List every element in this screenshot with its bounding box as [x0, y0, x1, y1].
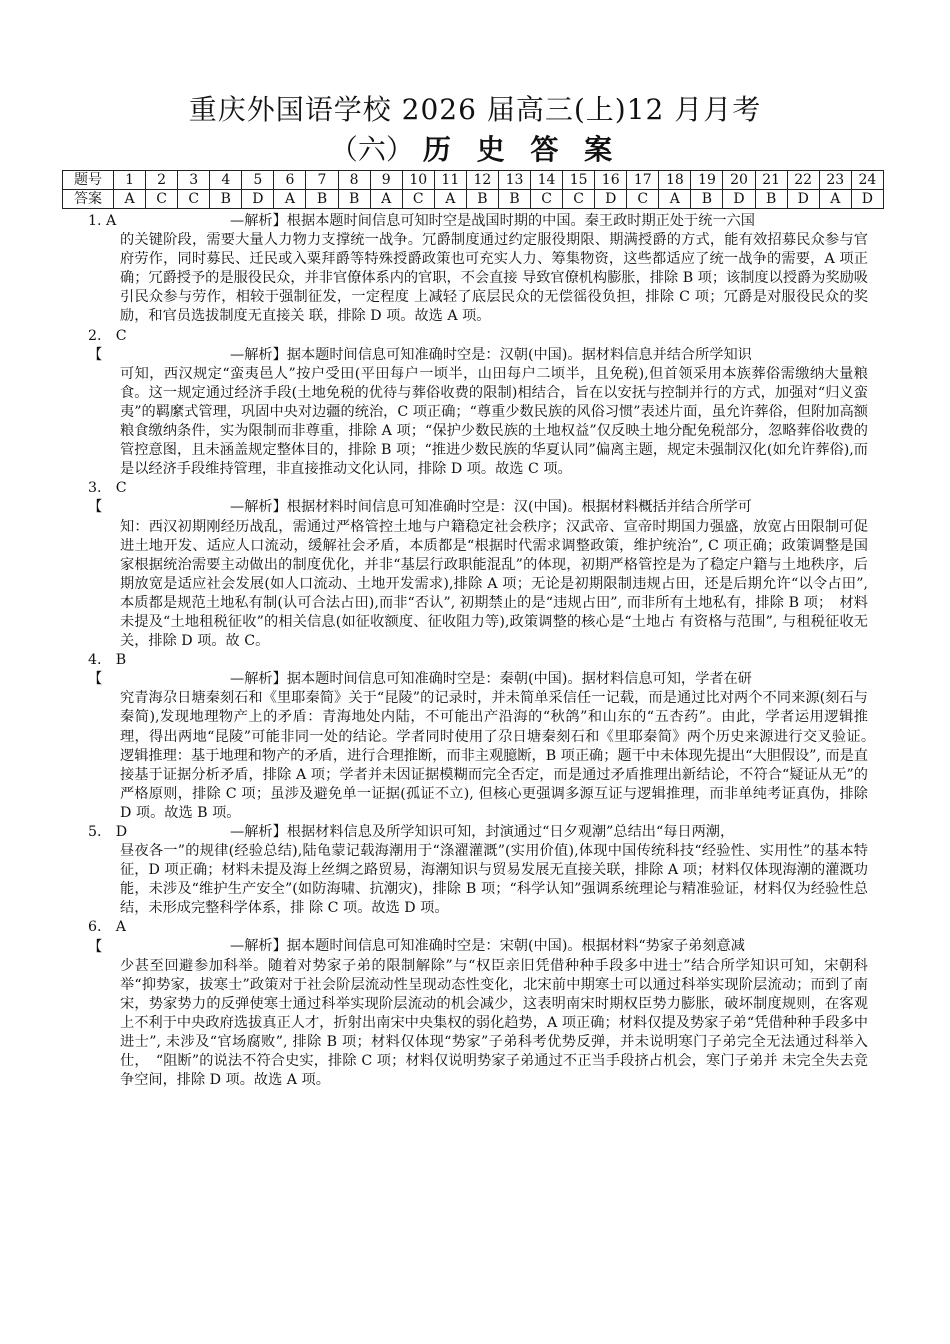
item-label: 6. A【 — [88, 919, 126, 955]
row-label-answer: 答案 — [63, 190, 114, 209]
title-prefix: （六） — [329, 133, 414, 166]
item-text: 可知，西汉规定“蛮夷邑人”按户受田(平田每户一顷半，山田每户二顷半，且免税),但首领采用本族葬俗需缴纳大量粮食。这一规定通过经济手段(土地免税的优待与葬俗收费的限制)相结合，旨在以安抚与控制并行的方式，加强对“归义蛮夷”的羁縻式管理，巩固中央对边疆的统治，C 项正确；“尊重少数民族的风俗习惯”表述片面，虽允许葬俗，但附加高额粮食缴纳条件，实为限制而非尊重，排除 A 项；“保护少数民族的土地权益”仅反映土地分配免税部分，忽略葬俗收费的管控意图，且未涵盖规定整体目的，排除 B 项；“推进少数民族的华夏认同”偏离主题，规定未强制汉化(如允许葬俗),而是以经济手段维持管理，非直接推动文化认同，排除 D 项。故选 C 项。 — [120, 365, 868, 478]
number-row — [63, 171, 884, 190]
item-label: 5. D — [88, 824, 128, 840]
explanations — [88, 212, 883, 1090]
question-number-cell: 18 — [659, 171, 691, 190]
item-first-line: 据本题时间信息可知准确时空是：宋朝(中国)。根据材料“势家子弟刻意减 — [286, 938, 745, 955]
answer-cell: B — [306, 190, 338, 209]
answer-cell: D — [851, 190, 883, 209]
exam-title: 重庆外国语学校 2026 届高三(上)12 月月考 — [188, 93, 762, 126]
explanation-item — [88, 327, 868, 480]
row-label-number: 题号 — [63, 171, 114, 190]
explanation-item — [88, 479, 868, 651]
answer-cell: D — [723, 190, 755, 209]
answer-cell: C — [531, 190, 563, 209]
explanation-item — [88, 651, 883, 823]
answer-cell: A — [659, 190, 691, 209]
item-label: 4. B【 — [88, 652, 127, 688]
item-tag: —解析】 — [230, 671, 287, 688]
question-number-cell: 9 — [370, 171, 402, 190]
answer-cell: A — [370, 190, 402, 209]
item-tag: —解析】 — [230, 213, 287, 229]
answer-cell: B — [210, 190, 242, 209]
question-number-cell: 11 — [434, 171, 466, 190]
answer-cell: C — [627, 190, 659, 209]
question-number-cell: 4 — [210, 171, 242, 190]
answer-cell: A — [434, 190, 466, 209]
answer-cell: B — [338, 190, 370, 209]
item-label: 1. A — [88, 213, 117, 229]
question-number-cell: 21 — [755, 171, 787, 190]
question-number-cell: 2 — [146, 171, 178, 190]
answer-row — [63, 190, 884, 209]
question-number-cell: 3 — [178, 171, 210, 190]
item-tag: —解析】 — [230, 346, 287, 363]
question-number-cell: 22 — [787, 171, 819, 190]
item-tag: —解析】 — [230, 824, 287, 840]
answer-cell: D — [787, 190, 819, 209]
item-first-line: 根据材料信息及所学知识可知，封演通过“日夕观潮”总结出“每日两潮， — [286, 824, 735, 840]
answer-cell: B — [466, 190, 498, 209]
question-number-cell: 5 — [242, 171, 274, 190]
explanation-item — [88, 918, 868, 1090]
answer-cell: C — [178, 190, 210, 209]
answer-cell: A — [819, 190, 851, 209]
question-number-cell: 12 — [466, 171, 498, 190]
answer-cell: B — [498, 190, 530, 209]
item-first-line: 根据材料时间信息可知准确时空是：汉(中国)。根据材料概括并结合所学可 — [286, 499, 752, 516]
answer-cell: B — [755, 190, 787, 209]
question-number-cell: 19 — [691, 171, 723, 190]
explanation-item — [88, 823, 868, 918]
question-number-cell: 15 — [563, 171, 595, 190]
question-number-cell: 24 — [851, 171, 883, 190]
answer-cell: A — [114, 190, 146, 209]
item-label: 3. C【 — [88, 480, 127, 516]
question-number-cell: 14 — [531, 171, 563, 190]
answer-cell: C — [563, 190, 595, 209]
question-number-cell: 16 — [595, 171, 627, 190]
answer-title — [0, 128, 950, 168]
question-number-cell: 8 — [338, 171, 370, 190]
question-number-cell: 23 — [819, 171, 851, 190]
answer-cell: A — [274, 190, 306, 209]
answer-cell: D — [595, 190, 627, 209]
answer-cell: C — [402, 190, 434, 209]
explanation-item — [88, 212, 868, 327]
item-text: 知：西汉初期刚经历战乱，需通过严格管控土地与户籍稳定社会秩序；汉武帝、宣帝时期国力强盛，放宽占田限制可促进土地开发、适应人口流动，缓解社会矛盾，本质都是“根据时代需求调整政策，维护统治”, C 项正确；政策调整是国家根据统治需要主动做出的制度优化，并非“基层行政职能混乱”的体现，初期严格管控是为了稳定户籍与土地秩序，后期放宽是适应社会发展(如人口流动、土地开发需求),排除 A 项；无论是初期限制违规占田，还是后期允许“以令占田”, 本质都是规范土地私有制(认可合法占田),而非“否认”, 初期禁止的是“违规占田”, 而非所有土地私有，排除 B 项； 材料未提及“土地租税征收”的相关信息(如征收额度、征收阻力等),政策调整的核心是“土地占 有资格与范围”, 与租税征收无关，排除 D 项。故 C。 — [120, 518, 868, 650]
question-number-cell: 20 — [723, 171, 755, 190]
item-first-line: 据本题时间信息可知准确时空是：汉朝(中国)。据材料信息并结合所学知识 — [286, 346, 752, 363]
question-number-cell: 10 — [402, 171, 434, 190]
answer-table — [62, 170, 884, 209]
item-first-line: 根据本题时间信息可知时空是战国时期的中国。秦王政时期正处于统一六国 — [286, 213, 755, 229]
question-number-cell: 17 — [627, 171, 659, 190]
answer-cell: C — [146, 190, 178, 209]
item-label: 2. C【 — [88, 327, 127, 363]
question-number-cell: 13 — [498, 171, 530, 190]
item-text: 的关键阶段，需要大量人力物力支撑统一战争。冗爵制度通过约定服役期限、期满授爵的方式，能有效招募民众参与官府劳作，同时募民、迁民或入粟拜爵等特殊授爵政策也可充实人力、筹集物资，这些都适应了统一战争的需要，A 项正确；冗爵授予的是服役民众，并非官僚体系内的官职，不会直接 导致官僚机构膨胀，排除 B 项；该制度以授爵为奖励吸引民众参与劳作，相较于强制征发，一定程度 上减轻了底层民众的无偿徭役负担，排除 C 项；冗爵是对服役民众的奖励，和官员选拔制度无直接关 联，排除 D 项。故选 A 项。 — [120, 232, 868, 325]
question-number-cell: 7 — [306, 171, 338, 190]
answer-cell: B — [691, 190, 723, 209]
answer-cell: D — [242, 190, 274, 209]
item-first-line: 据本题时间信息可知准确时空是：秦朝(中国)。据材料信息可知，学者在研 — [286, 671, 752, 688]
item-text: 昼夜各一”的规律(经验总结),陆龟蒙记载海潮用于“涤濯灌溉”(实用价值),体现中国传统科技“经验性、实用性”的基本特征，D 项正确；材料未提及海上丝绸之路贸易，海潮知识与贸易发展无直接关联，排除 A 项；材料仅体现海潮的灌溉功能，未涉及“维护生产安全”(如防海啸、抗潮灾)，排除 B 项；“科学认知”强调系统理论与精准验证，材料仅为经验性总结，未形成完整科学体系，排 除 C 项。故选 D 项。 — [120, 843, 868, 917]
item-text: 究青海尕日塘秦刻石和《里耶秦简》关于“昆陵”的记录时，并未简单采信任一记载，而是通过比对两个不同来源(刻石与秦简),发现地理物产上的矛盾：青海地处内陆，不可能出产沿海的“秋鸽”和山东的“五杏药”。由此，学者运用逻辑推理，得出两地“昆陵”可能非同一处的结论。学者同时使用了尕日塘秦刻石和《里耶秦简》两个历史来源进行交叉验证。 逻辑推理：基于地理和物产的矛盾，进行合理推断，而非主观臆断，B 项正确；题干中未体现先提出“大胆假设”, 而是直接基于证据分析矛盾，排除 A 项；学者并未因证据模糊而完全否定，而是通过矛盾推理出新结论，不符合“疑证从无”的严格原则，排除 C 项；虽涉及避免单一证据(孤证不立), 但核心更强调多源互证与逻辑推理，而非单纯考证真伪，排除 D 项。故选 B 项。 — [120, 690, 883, 821]
item-text: 少甚至回避参加科举。随着对势家子弟的限制解除”与“权臣亲旧凭借种种手段多中进士”结合所学知识可知，宋朝科举“抑势家，拔寒士”政策对于社会阶层流动性呈现动态性变化，北宋前中期寒士可以通过科举实现阶层流动；而到了南宋，势家势力的反弹使寒士通过科举实现阶层流动的机会减少，这表明南宋时期权臣势力膨胀，破坏制度规则，在客观上不利于中央政府选拔真正人才，折射出南宋中央集权的弱化趋势，A 项正确；材料仅提及势家子弟“凭借种种手段多中进士”, 未涉及“官场腐败”, 排除 B 项；材料仅体现“势家”子弟科考优势反弹，并未说明寒门子弟完全无法通过科举入仕， “阻断”的说法不符合史实，排除 C 项；材料仅说明势家子弟通过不正当手段挤占机会，寒门子弟并 未完全失去竞争空间，排除 D 项。故选 A 项。 — [120, 957, 868, 1089]
question-number-cell: 6 — [274, 171, 306, 190]
item-tag: —解析】 — [230, 499, 287, 516]
question-number-cell: 1 — [114, 171, 146, 190]
title-subject: 历 史 答 案 — [422, 133, 621, 166]
item-tag: —解析】 — [230, 938, 287, 955]
